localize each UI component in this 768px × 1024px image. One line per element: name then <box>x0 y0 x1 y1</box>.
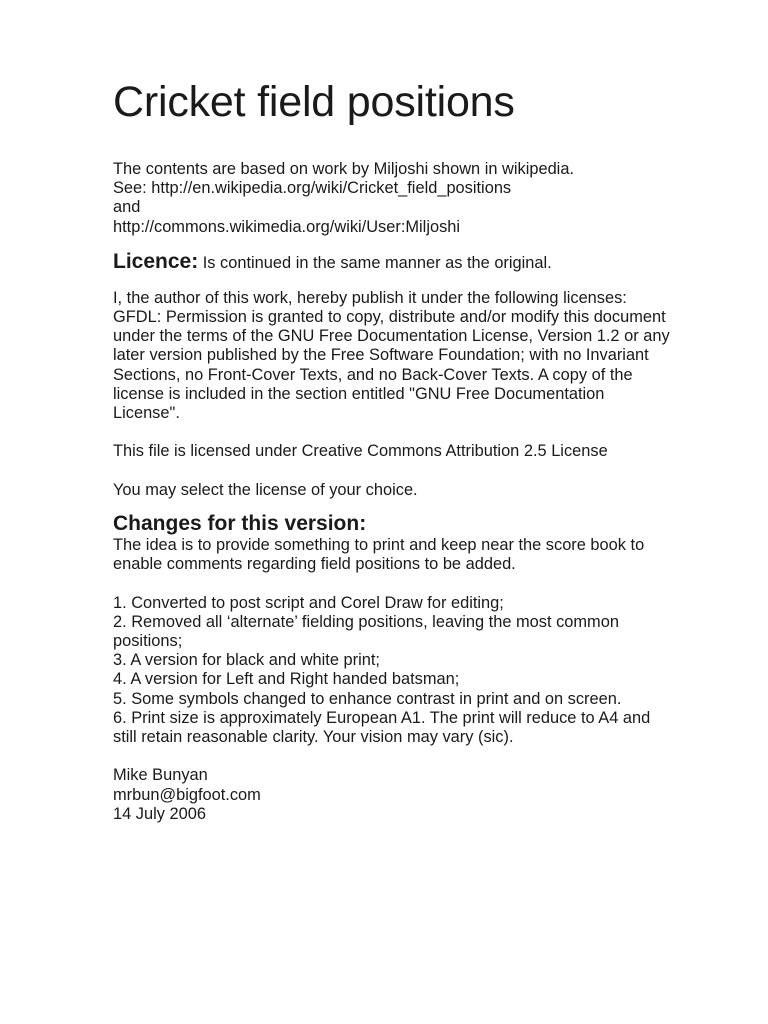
licence-line <box>113 250 673 275</box>
intro-line: The contents are based on work by Miljoshi shown in wikipedia. <box>113 160 574 178</box>
intro-line: http://commons.wikimedia.org/wiki/User:Miljoshi <box>113 217 461 236</box>
intro-line: and <box>113 198 141 217</box>
list-item: 3. A version for black and white print; <box>113 651 380 670</box>
list-item: 2. Removed all ‘alternate’ fielding positions, leaving the most common positions; <box>113 612 619 651</box>
list-item: 5. Some symbols changed to enhance contrast in print and on screen. <box>113 689 622 708</box>
author-name: Mike Bunyan <box>113 766 208 785</box>
licence-heading: Licence: <box>113 249 199 273</box>
license-paragraph: I, the author of this work, hereby publish it under the following licenses: GFDL: Permission is granted to copy, distribute and/or modify this document under the terms of the GNU Free Documentation License, Version 1.2 or any later version published by the Free Software Foundation; with no Invariant Sections, no Front-Cover Texts, and no Back-Cover Texts. A copy of the license is included in the section entitled "GNU Free Documentation License". <box>113 288 670 423</box>
licence-text: Is continued in the same manner as the original. <box>198 253 552 272</box>
intro-block <box>113 160 673 237</box>
intro-line: See: http://en.wikipedia.org/wiki/Cricket_field_positions <box>113 179 512 198</box>
list-item: 4. A version for Left and Right handed batsman; <box>113 670 460 689</box>
list-item: 6. Print size is approximately European A1. The print will reduce to A4 and still retain reasonable clarity. Your vision may vary (sic). <box>113 708 651 747</box>
list-item: 1. Converted to post script and Corel Draw for editing; <box>113 593 504 612</box>
changes-heading: Changes for this version: <box>113 512 367 536</box>
document-page <box>113 76 673 824</box>
signature-block <box>113 766 673 824</box>
choice-paragraph: You may select the license of your choice. <box>113 480 418 499</box>
author-email: mrbun@bigfoot.com <box>113 785 261 804</box>
cc-paragraph: This file is licensed under Creative Commons Attribution 2.5 License <box>113 442 608 461</box>
document-date: 14 July 2006 <box>113 804 206 823</box>
changes-list <box>113 594 673 748</box>
page-title: Cricket field positions <box>113 78 515 126</box>
changes-intro: The idea is to provide something to print and keep near the score book to enable comments regarding field positions to be added. <box>113 536 645 574</box>
